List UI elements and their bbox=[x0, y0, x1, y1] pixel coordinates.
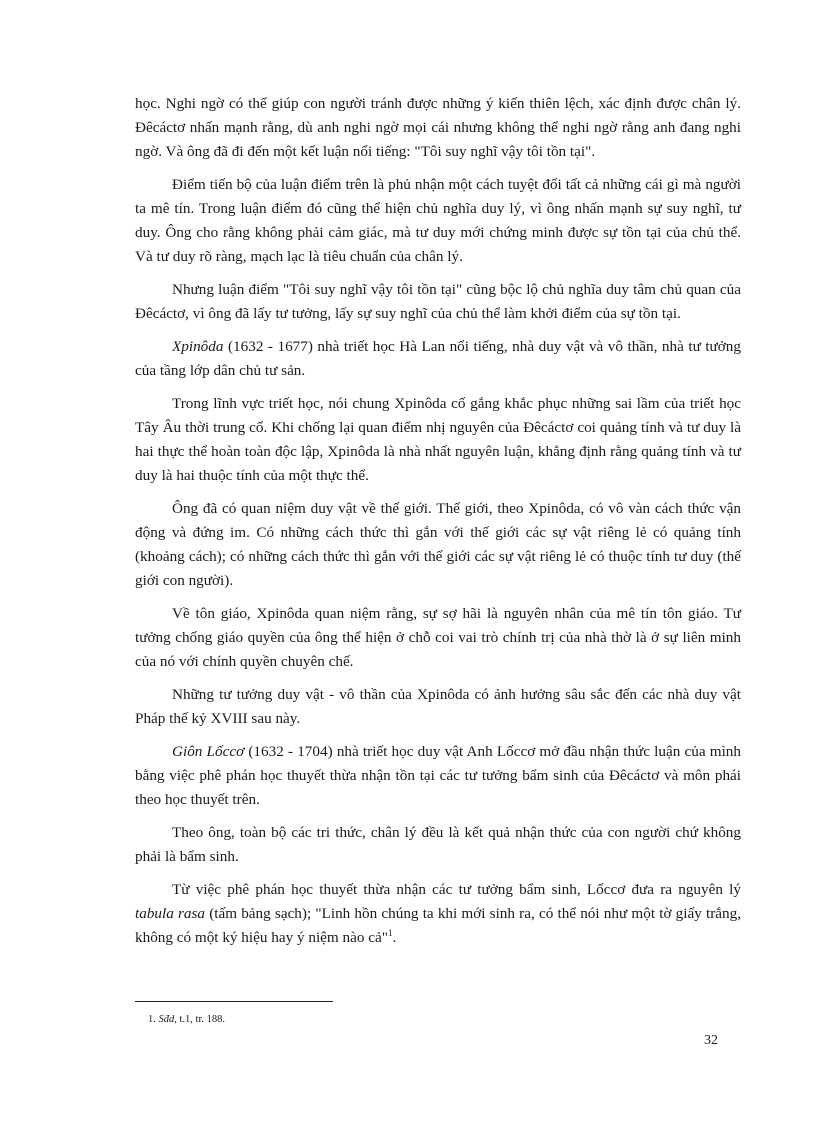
paragraph-9-text: (1632 - 1704) nhà triết học duy vật Anh Lốccơ mở đầu nhận thức luận của mình bằng việc phê phán học thuyết thừa nhận tồn tại các tư tưởng bẩm sinh của Đêcáctơ và môn phái theo học thuyết trên. bbox=[135, 743, 741, 808]
paragraph-10: Theo ông, toàn bộ các tri thức, chân lý đều là kết quả nhận thức của con người chứ không phải là bẩm sinh. bbox=[135, 824, 741, 865]
footnote-source: Sđd bbox=[158, 1014, 175, 1025]
paragraph-4 bbox=[135, 335, 741, 383]
paragraph-11-text-b: (tấm bảng sạch); "Linh hồn chúng ta khi mới sinh ra, có thể nói như một tờ giấy trắng, không có một ký hiệu hay ý niệm nào cả" bbox=[135, 905, 741, 946]
paragraph-4-text: (1632 - 1677) nhà triết học Hà Lan nổi tiếng, nhà duy vật và vô thần, nhà tư tưởng của tầng lớp dân chủ tư sản. bbox=[135, 338, 741, 379]
paragraph-11-text-a: Từ việc phê phán học thuyết thừa nhận các tư tưởng bẩm sinh, Lốccơ đưa ra nguyên lý bbox=[172, 881, 741, 898]
paragraph-7: Về tôn giáo, Xpinôda quan niệm rằng, sự sợ hãi là nguyên nhân của mê tín tôn giáo. Tư tưởng chống giáo quyền của ông thể hiện ở chỗ coi vai trò chính trị của nhà thờ là ở sự liên minh của nó với chính quyền chuyên chế. bbox=[135, 605, 741, 670]
footnote bbox=[148, 1013, 225, 1027]
footnote-text: , t.1, tr. 188. bbox=[174, 1014, 226, 1025]
page-body bbox=[135, 92, 741, 959]
philosopher-name-locke: Giôn Lốccơ bbox=[172, 743, 245, 760]
paragraph-5: Trong lĩnh vực triết học, nói chung Xpinôda cố gắng khắc phục những sai lầm của triết học Tây Âu thời trung cổ. Khi chống lại quan điểm nhị nguyên của Đêcáctơ coi quảng tính và tư duy là hai thực thể hoàn toàn độc lập, Xpinôda là nhà nhất nguyên luận, khẳng định rằng quảng tính và tư duy là hai thuộc tính của một thực thể. bbox=[135, 395, 741, 484]
paragraph-3: Nhưng luận điểm "Tôi suy nghĩ vậy tôi tồn tại" cũng bộc lộ chủ nghĩa duy tâm chủ quan của Đêcáctơ, vì ông đã lấy tư tưởng, lấy sự suy nghĩ của chủ thể làm khởi điểm của sự tồn tại. bbox=[135, 281, 741, 322]
philosopher-name-xpinoda: Xpinôda bbox=[172, 338, 224, 355]
paragraph-11-text-c: . bbox=[392, 929, 397, 946]
footnote-reference[interactable]: 1 bbox=[387, 927, 393, 938]
paragraph-2: Điểm tiến bộ của luận điểm trên là phủ nhận một cách tuyệt đối tất cả những cái gì mà người ta mê tín. Trong luận điểm đó cũng thể hiện chủ nghĩa duy lý, vì ông nhấn mạnh sự suy nghĩ, tư duy. Ông cho rằng không phải cảm giác, mà tư duy mới chứng minh được sự tồn tại của chủ thể. Và tư duy rõ ràng, mạch lạc là tiêu chuẩn của chân lý. bbox=[135, 176, 741, 265]
footnote-number: 1. bbox=[148, 1014, 159, 1025]
paragraph-6: Ông đã có quan niệm duy vật về thế giới. Thế giới, theo Xpinôda, có vô vàn cách thức vận động và đứng im. Có những cách thức thì gắn với thế giới các sự vật riêng lẻ có quảng tính (khoảng cách); có những cách thức thì gắn với thế giới các sự vật riêng lẻ có thuộc tính tư duy (thế giới con người). bbox=[135, 500, 741, 589]
paragraph-1: học. Nghi ngờ có thể giúp con người tránh được những ý kiến thiên lệch, xác định được chân lý. Đêcáctơ nhấn mạnh rằng, dù anh nghi ngờ mọi cái nhưng không thể nghi ngờ rằng anh đang nghi ngờ. Và ông đã đi đến một kết luận nổi tiếng: "Tôi suy nghĩ vậy tôi tồn tại". bbox=[135, 95, 741, 160]
page-number: 32 bbox=[704, 1033, 718, 1048]
latin-term: tabula rasa bbox=[135, 905, 206, 922]
paragraph-8: Những tư tưởng duy vật - vô thần của Xpinôda có ảnh hưởng sâu sắc đến các nhà duy vật Pháp thế kỷ XVIII sau này. bbox=[135, 686, 741, 727]
footnote-divider bbox=[135, 1001, 333, 1002]
paragraph-11 bbox=[135, 878, 741, 950]
paragraph-9 bbox=[135, 740, 741, 812]
